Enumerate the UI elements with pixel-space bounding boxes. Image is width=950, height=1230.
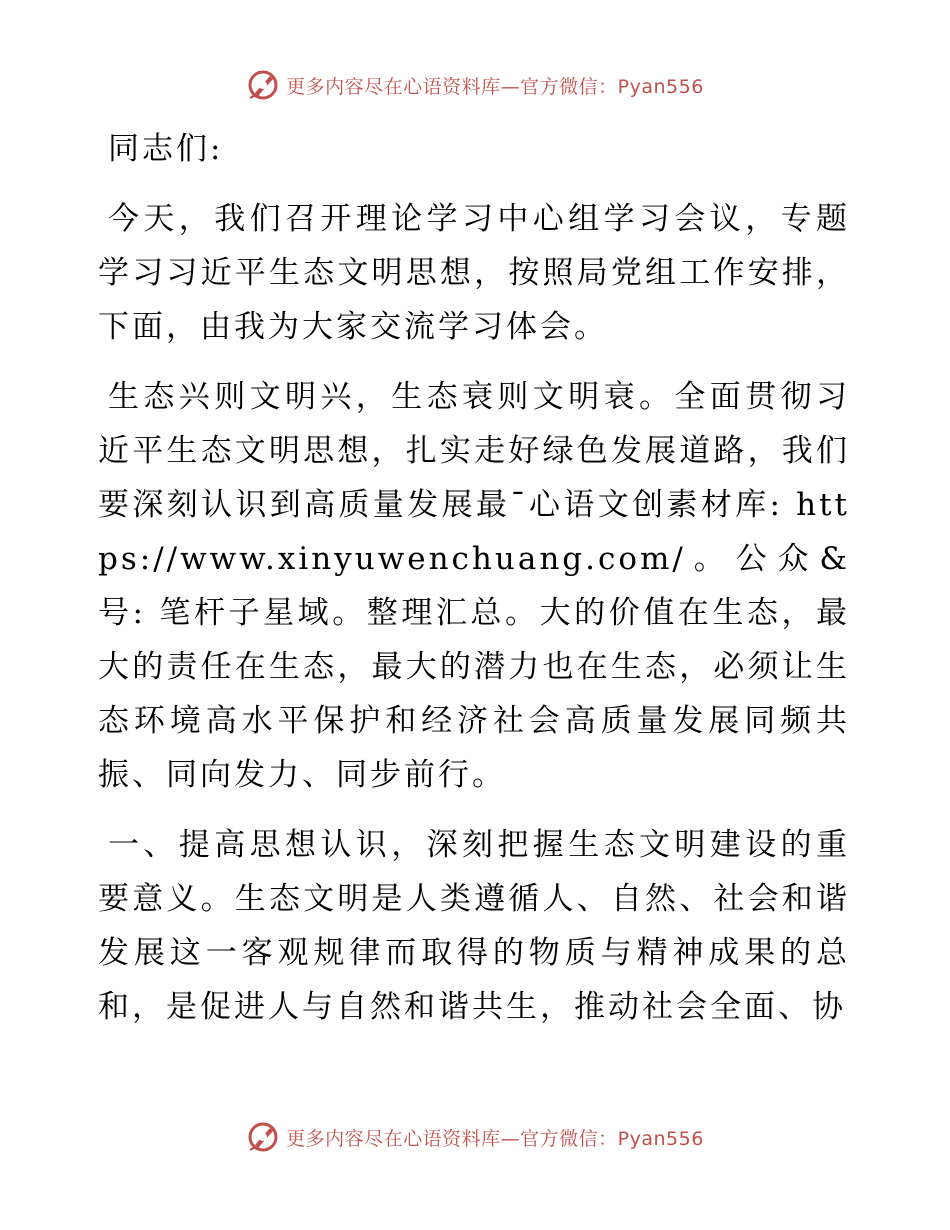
page-header-watermark (0, 68, 950, 102)
paragraph-3: 一、提高思想认识，深刻把握生态文明建设的重要意义。生态文明是人类遵循人、自然、社会和谐发展这一客观规律而取得的物质与精神成果的总和，是促进人与自然和谐共生，推动社会全面、协 (98, 827, 850, 1025)
watermark-brand (246, 68, 704, 102)
page-footer-watermark (0, 1120, 950, 1154)
footer-watermark-text: 更多内容尽在心语资料库—官方微信：Pyan556 (286, 1127, 704, 1150)
watermark-brand-footer (246, 1120, 704, 1154)
paragraph-2: 生态兴则文明兴，生态衰则文明衰。全面贯彻习近平生态文明思想，扎实走好绿色发展道路，我们要深刻认识到高质量发展最¯心语文创素材库: https://www.xinyuwenchuang.com/。公众&号: 笔杆子星域。整理汇总。大的价值在生态，最大的责任在生态，最大的潜力也在生态，必须让生态环境高水平保护和经济社会高质量发展同频共振、同向发力、同步前行。 (98, 379, 850, 793)
document-body (98, 122, 850, 1034)
paragraph-1: 今天，我们召开理论学习中心组学习会议，专题学习习近平生态文明思想，按照局党组工作安排，下面，由我为大家交流学习体会。 (98, 201, 850, 345)
pen-circle-logo-icon (246, 68, 280, 102)
greeting: 同志们: (108, 131, 224, 167)
pen-circle-logo-icon (246, 1120, 280, 1154)
header-watermark-text: 更多内容尽在心语资料库—官方微信：Pyan556 (286, 75, 704, 98)
